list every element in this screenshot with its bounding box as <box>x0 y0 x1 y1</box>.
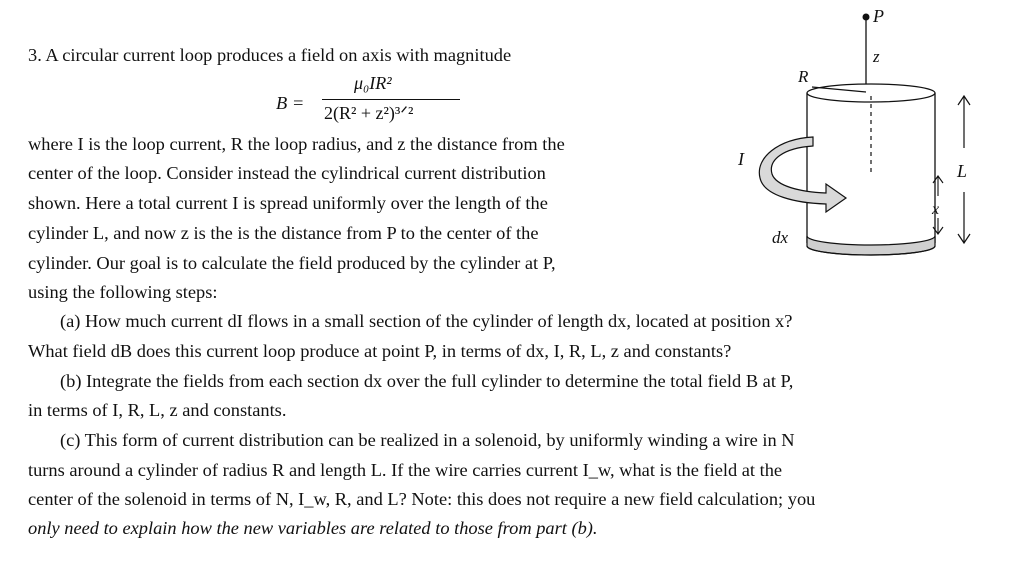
problem-number: 3. <box>28 45 42 65</box>
point-p-label: P <box>873 6 884 26</box>
part-a-line-2: What field dB does this current loop produce at point P, in terms of dx, I, R, L, z and constants? <box>28 341 732 361</box>
part-b-line-1: (b) Integrate the fields from each section dx over the full cylinder to determine the total field B at P, <box>60 371 794 391</box>
length-label: L <box>957 161 968 181</box>
part-c-line-2: turns around a cylinder of radius R and length L. If the wire carries current I_w, what is the field at the <box>28 460 783 480</box>
para1-line-2: center of the loop. Consider instead the cylindrical current distribution <box>28 163 546 183</box>
para1-line-5: cylinder. Our goal is to calculate the field produced by the cylinder at P, <box>28 253 556 273</box>
equation-denominator: 2(R² + z²)³ᐟ² <box>324 103 414 123</box>
part-c-line-1: (c) This form of current distribution can be realized in a solenoid, by uniformly winding a wire in N <box>60 430 795 450</box>
dx-label: dx <box>772 228 789 247</box>
z-label: z <box>873 47 880 66</box>
para1-line-4: cylinder L, and now z is the is the distance from P to the center of the <box>28 223 539 243</box>
part-b-line-2: in terms of I, R, L, z and constants. <box>28 400 287 420</box>
problem-intro-text: A circular current loop produces a field on axis with magnitude <box>45 45 512 65</box>
para1-line-6: using the following steps: <box>28 282 218 302</box>
equation-numerator: μ₀IR² <box>354 73 392 93</box>
equation-lhs: B = <box>276 93 305 113</box>
para1-line-1: where I is the loop current, R the loop radius, and z the distance from the <box>28 134 565 154</box>
x-label: x <box>932 201 940 218</box>
para1-line-3: shown. Here a total current I is spread uniformly over the length of the <box>28 193 548 213</box>
part-c-line-4: only need to explain how the new variables are related to those from part (b). <box>28 518 598 538</box>
radius-label: R <box>798 67 809 86</box>
part-a-line-1: (a) How much current dI flows in a small section of the cylinder of length dx, located at position x? <box>60 311 793 331</box>
part-c-line-3: center of the solenoid in terms of N, I_w, R, and L? Note: this does not require a new field calculation; you <box>28 489 816 509</box>
current-label: I <box>738 149 744 169</box>
